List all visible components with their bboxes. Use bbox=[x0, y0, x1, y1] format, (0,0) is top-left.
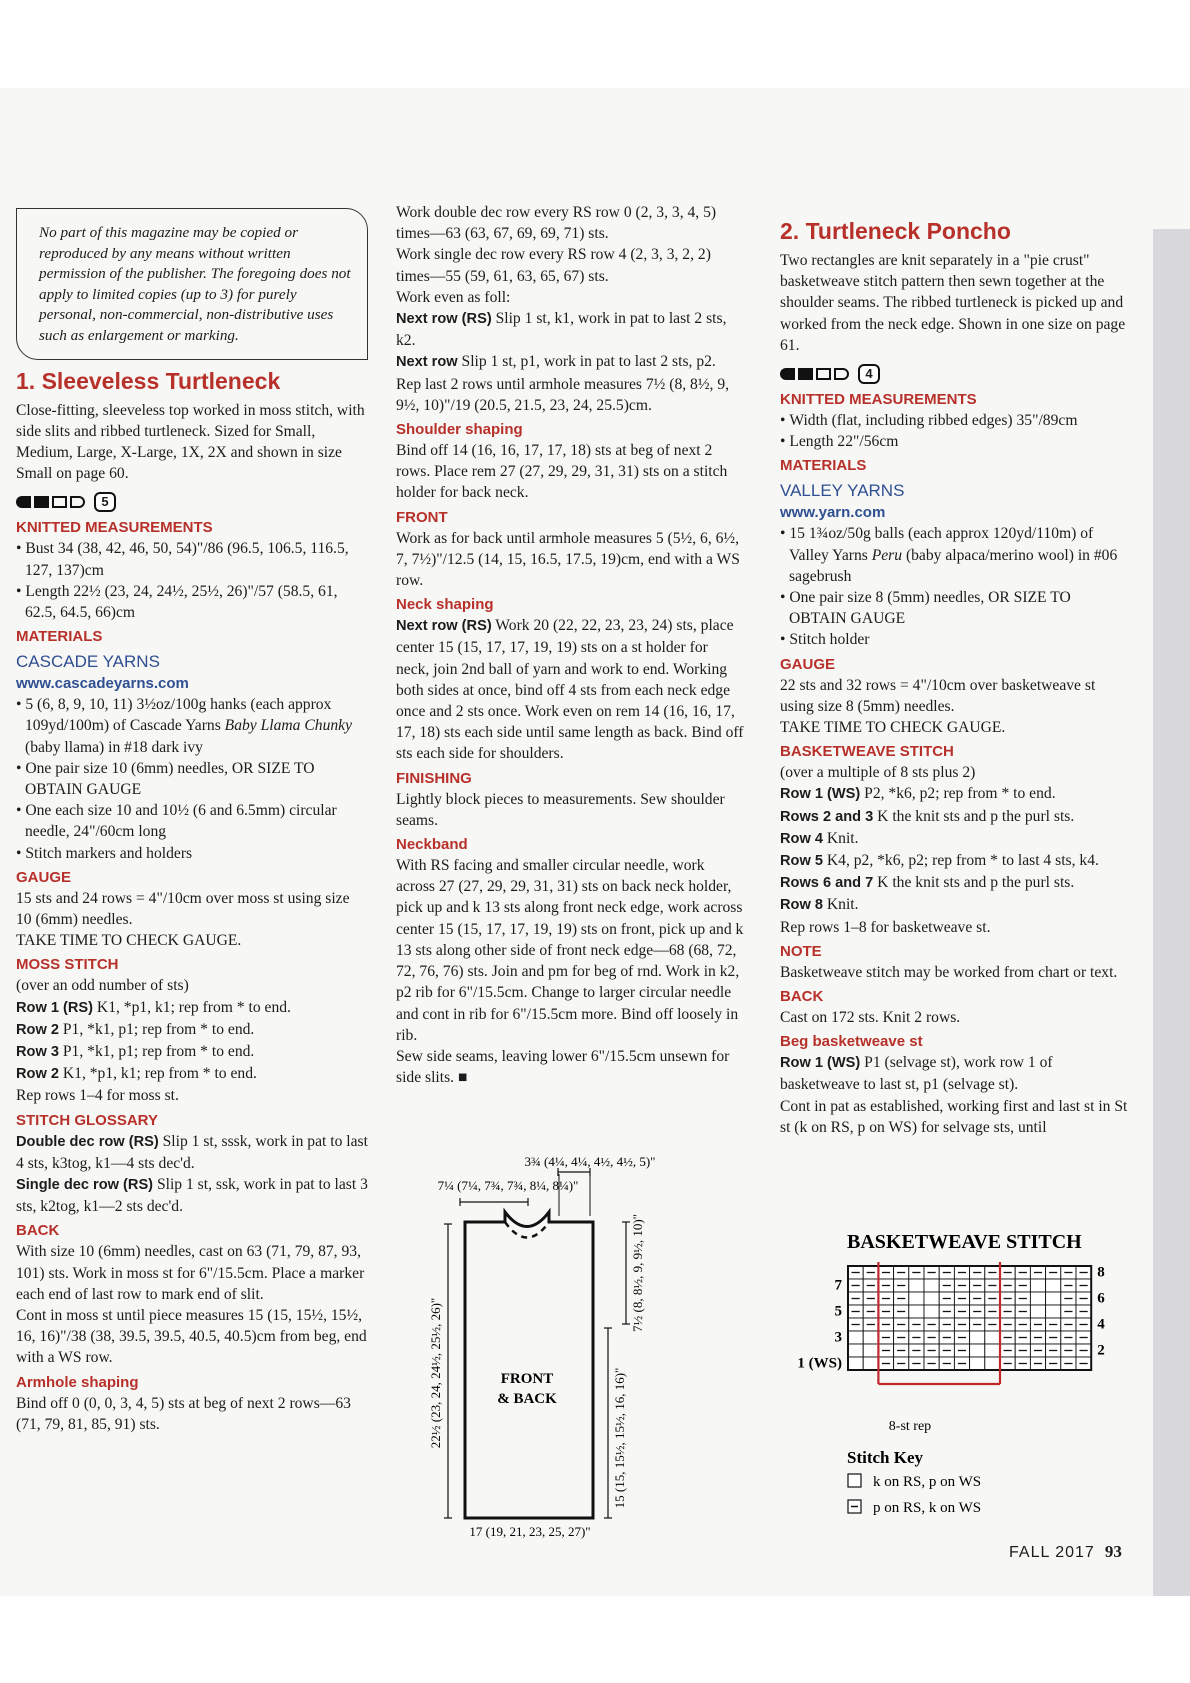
glossary-text: Slip 1 st, ssk, work in pat to last 3 sts, k2tog, k1—2 sts dec'd. bbox=[16, 1176, 368, 1216]
length-label: 22½ (23, 24, 24½, 25½, 26)" bbox=[428, 1297, 443, 1449]
body-text: Work even as foll: bbox=[396, 288, 511, 306]
yarn-name: Peru bbox=[871, 546, 903, 564]
repeat-note: Rep rows 1–8 for basketweave st. bbox=[780, 918, 991, 936]
subsection-heading: Neck shaping bbox=[396, 596, 494, 614]
piece-label-back: & BACK bbox=[497, 1391, 557, 1407]
chart-cell bbox=[924, 1279, 939, 1292]
neck-width-label: 3¾ (4¼, 4¼, 4½, 4½, 5)" bbox=[524, 1154, 656, 1169]
body-text: Lightly block pieces to measurements. Sew shoulder seams. bbox=[396, 790, 725, 829]
chart-cell bbox=[1046, 1305, 1061, 1318]
row-number-left: 1 (WS) bbox=[797, 1355, 842, 1372]
skill-segment-empty bbox=[70, 496, 85, 508]
row-number-right: 8 bbox=[1097, 1264, 1105, 1281]
row-label: Next row (RS) bbox=[396, 618, 492, 635]
chart-cell bbox=[1030, 1279, 1045, 1292]
row-number-left: 5 bbox=[834, 1303, 842, 1320]
body-text: Work as for back until armhole measures 5 (5½, 6, 6½, 7, 7½)"/12.5 (14, 15, 16.5, 17.5, 19)cm, end with a WS row. bbox=[396, 529, 740, 590]
row-text: P1, *k1, p1; rep from * to end. bbox=[58, 1020, 255, 1038]
row-label: Row 1 (WS) bbox=[780, 1055, 861, 1072]
row-instruction bbox=[396, 615, 745, 764]
gauge-check: TAKE TIME TO CHECK GAUGE. bbox=[16, 932, 242, 950]
gauge-check: TAKE TIME TO CHECK GAUGE. bbox=[780, 719, 1006, 737]
chart-cell bbox=[985, 1331, 1000, 1344]
chart-cell bbox=[1030, 1305, 1045, 1318]
row-text: K1, *p1, k1; rep from * to end. bbox=[58, 1065, 257, 1083]
basketweave-chart bbox=[780, 1218, 1120, 1578]
chart-cell bbox=[848, 1344, 863, 1357]
page-edge-strip bbox=[1153, 229, 1190, 1656]
section-heading: STITCH GLOSSARY bbox=[16, 1111, 158, 1129]
row-text: K the knit sts and p the purl sts. bbox=[873, 807, 1075, 825]
chart-cell bbox=[848, 1331, 863, 1344]
row-instruction bbox=[16, 1019, 368, 1041]
skill-segment-filled bbox=[798, 368, 813, 380]
stitch-key-title: Stitch Key bbox=[847, 1448, 924, 1467]
section-heading: MOSS STITCH bbox=[16, 956, 119, 974]
repeat-note: Rep rows 1–4 for moss st. bbox=[16, 1087, 179, 1105]
measurement-item: • Length 22"/56cm bbox=[780, 431, 1130, 452]
row-label: Next row (RS) bbox=[396, 311, 492, 328]
section-heading: FINISHING bbox=[396, 769, 472, 787]
shoulder-width-label: 7¼ (7¼, 7¾, 7¾, 8¼, 8¼)" bbox=[437, 1178, 579, 1193]
skill-level-indicator bbox=[16, 490, 368, 514]
material-text: (baby llama) in #18 dark ivy bbox=[25, 738, 203, 756]
row-text: K4, p2, *k6, p2; rep from * to last 4 sts, k4. bbox=[822, 852, 1099, 870]
row-instruction bbox=[780, 828, 1130, 850]
row-instruction bbox=[780, 806, 1130, 828]
body-text: Cont in pat as established, working first and last st in St st (k on RS, p on WS) for selvage sts, until bbox=[780, 1097, 1128, 1136]
material-item: • One pair size 10 (6mm) needles, OR SIZE TO OBTAIN GAUGE bbox=[16, 758, 368, 800]
pattern-2-title: 2. Turtleneck Poncho bbox=[780, 218, 1011, 244]
gauge-text: 15 sts and 24 rows = 4"/10cm over moss st using size 10 (6mm) needles. bbox=[16, 889, 350, 929]
row-text: Knit. bbox=[822, 829, 859, 847]
section-heading: KNITTED MEASUREMENTS bbox=[16, 519, 213, 537]
yarn-url: www.yarn.com bbox=[780, 504, 886, 522]
chart-cell bbox=[924, 1292, 939, 1305]
body-text: With size 10 (6mm) needles, cast on 63 (71, 79, 87, 93, 101) sts. Work in moss st for 6"/15.5cm. Place a marker each end of last row to mark end of slit. bbox=[16, 1243, 365, 1303]
schematic-diagram bbox=[430, 1148, 700, 1538]
subsection-heading: Shoulder shaping bbox=[396, 421, 523, 439]
glossary-item bbox=[16, 1174, 368, 1217]
stitch-note: (over an odd number of sts) bbox=[16, 977, 189, 995]
subsection-heading: Beg basketweave st bbox=[780, 1033, 923, 1051]
chart-cell bbox=[1030, 1292, 1045, 1305]
row-number-left: 3 bbox=[834, 1329, 842, 1346]
chart-cell bbox=[863, 1357, 878, 1370]
measurement-item: • Bust 34 (38, 42, 46, 50, 54)"/86 (96.5, 106.5, 116.5, 127, 137)cm bbox=[16, 538, 368, 580]
body-text: With RS facing and smaller circular needle, work across 27 (27, 29, 29, 31, 31) sts on back neck holder, pick up and k 13 sts along front neck edge, work across center 15 (15, 17, 17, 19, 19) sts on front, pick up and k 13 sts along other side of front neck edge—68 (68, 72, 72, 76, 76) sts. Join and pm for beg of rnd. Work in k2, p2 rib for 6"/15.5cm. Change to larger circular needle and cont in rib for 6"/15.5cm more. Bind off loosely in rib. bbox=[396, 857, 744, 1044]
row-label: Row 3 bbox=[16, 1044, 59, 1061]
body-text: Work single dec row every RS row 4 (2, 3, 3, 2, 2) times—55 (59, 61, 63, 65, 67) sts. bbox=[396, 246, 711, 285]
row-instruction bbox=[16, 1041, 368, 1063]
chart-title: BASKETWEAVE STITCH bbox=[847, 1231, 1082, 1253]
chart-cell bbox=[970, 1344, 985, 1357]
repeat-label: 8-st rep bbox=[888, 1419, 932, 1434]
section-heading: BACK bbox=[16, 1222, 60, 1240]
magazine-page bbox=[0, 88, 1190, 1596]
skill-segment-filled bbox=[16, 496, 31, 508]
row-number-right: 4 bbox=[1097, 1316, 1105, 1333]
row-label: Row 4 bbox=[780, 830, 823, 847]
skill-level-badge: 5 bbox=[94, 492, 116, 512]
row-instruction bbox=[780, 783, 1130, 805]
body-text: Work double dec row every RS row 0 (2, 3, 3, 4, 5) times—63 (63, 67, 69, 69, 71) sts. bbox=[396, 204, 717, 243]
measurement-item: • Length 22½ (23, 24, 24½, 25½, 26)"/57 (58.5, 61, 62.5, 64.5, 66)cm bbox=[16, 581, 368, 623]
row-text: P1, *k1, p1; rep from * to end. bbox=[58, 1043, 255, 1061]
gauge-text: 22 sts and 32 rows = 4"/10cm over basketweave st using size 8 (5mm) needles. bbox=[780, 676, 1096, 715]
piece-label-front: FRONT bbox=[500, 1371, 554, 1387]
column-1 bbox=[16, 208, 368, 1435]
chart-cell bbox=[1046, 1292, 1061, 1305]
chart-cell bbox=[970, 1331, 985, 1344]
garment-outline bbox=[465, 1212, 593, 1518]
chart-cell bbox=[909, 1279, 924, 1292]
row-label: Row 8 bbox=[780, 897, 823, 914]
pattern-2-intro: Two rectangles are knit separately in a "pie crust" basketweave stitch pattern then sewn together at the shoulder seams. The ribbed turtleneck is picked up and worked from the neck edge. Shown in one size on page 61. bbox=[780, 252, 1126, 354]
copyright-notice: No part of this magazine may be copied or reproduced by any means without written permission of the publisher. The foregoing does not apply to limited copies (up to 3) for purely personal, non-commercial, non-distributive uses such as enlargement or marking. bbox=[16, 208, 368, 360]
pattern-1-intro: Close-fitting, sleeveless top worked in moss stitch, with side slits and ribbed turtleneck. Sized for Small, Medium, Large, X-Large, 1X, 2X and shown in size Small on page 60. bbox=[16, 401, 365, 483]
stitch-note: (over a multiple of 8 sts plus 2) bbox=[780, 764, 976, 782]
chart-cell bbox=[863, 1344, 878, 1357]
row-instruction bbox=[780, 850, 1130, 872]
body-text: Sew side seams, leaving lower 6"/15.5cm unsewn for side slits. ■ bbox=[396, 1047, 730, 1087]
chart-cell bbox=[848, 1357, 863, 1370]
yarn-url: www.cascadeyarns.com bbox=[16, 675, 189, 693]
material-item: • One pair size 8 (5mm) needles, OR SIZE TO OBTAIN GAUGE bbox=[780, 587, 1130, 629]
issue-label: FALL 2017 bbox=[1009, 1544, 1095, 1561]
row-label: Row 2 bbox=[16, 1021, 59, 1038]
key-label-1: k on RS, p on WS bbox=[873, 1474, 982, 1490]
body-text: Cast on 172 sts. Knit 2 rows. bbox=[780, 1009, 961, 1027]
skill-segment-empty bbox=[816, 368, 831, 380]
row-instruction bbox=[16, 1063, 368, 1085]
body-text: Cont in moss st until piece measures 15 (15, 15½, 15½, 16, 16)"/38 (38, 39.5, 39.5, 40.5, 40.5)cm from beg, end with a WS row. bbox=[16, 1307, 367, 1367]
section-heading: MATERIALS bbox=[780, 457, 867, 475]
measurement-item: • Width (flat, including ribbed edges) 35"/89cm bbox=[780, 410, 1130, 431]
row-text: Slip 1 st, p1, work in pat to last 2 sts, p2. bbox=[457, 353, 716, 371]
section-heading: NOTE bbox=[780, 942, 822, 960]
yarn-brand: VALLEY YARNS bbox=[780, 481, 905, 501]
section-heading: GAUGE bbox=[16, 868, 72, 886]
row-text: Slip 1 st, k1, work in pat to last 2 sts, k2. bbox=[396, 310, 727, 350]
row-label: Row 2 bbox=[16, 1066, 59, 1083]
material-item: • Stitch holder bbox=[780, 629, 1130, 650]
row-label: Row 5 bbox=[780, 853, 823, 870]
chart-cell bbox=[909, 1292, 924, 1305]
material-text: 5 (6, 8, 9, 10, 11) 3½oz/100g hanks (each approx 109yd/100m) of Cascade Yarns bbox=[25, 696, 332, 735]
skill-segment-filled bbox=[34, 496, 49, 508]
row-instruction bbox=[780, 1052, 1130, 1095]
body-text: Bind off 14 (16, 16, 17, 17, 18) sts at beg of next 2 rows. Place rem 27 (27, 29, 29, 31, 31) sts on a stitch holder for back neck. bbox=[396, 442, 728, 502]
material-text: (baby alpaca/merino wool) in #06 sagebrush bbox=[789, 546, 1118, 585]
column-2 bbox=[396, 202, 745, 1088]
row-text: K1, *p1, k1; rep from * to end. bbox=[93, 998, 291, 1016]
section-heading: MATERIALS bbox=[16, 628, 103, 646]
chart-cell bbox=[985, 1344, 1000, 1357]
bottom-margin bbox=[0, 1596, 1190, 1683]
column-3 bbox=[780, 210, 1130, 1138]
skill-level-badge: 4 bbox=[858, 364, 880, 384]
section-heading: GAUGE bbox=[780, 655, 836, 673]
material-text: 15 1¾oz/50g balls (each approx 120yd/110m) of Valley Yarns bbox=[789, 525, 1094, 564]
width-label: 17 (19, 21, 23, 25, 27)" bbox=[469, 1524, 591, 1539]
side-length-label: 15 (15, 15½, 15½, 16, 16)" bbox=[612, 1367, 627, 1509]
material-item: • One each size 10 and 10½ (6 and 6.5mm) circular needle, 24"/60cm long bbox=[16, 800, 368, 842]
chart-cell bbox=[909, 1305, 924, 1318]
armhole-depth-label: 7½ (8, 8½, 9, 9½, 10)" bbox=[630, 1214, 645, 1332]
key-symbol-blank bbox=[848, 1474, 861, 1487]
row-instruction bbox=[780, 872, 1130, 894]
pattern-1-title: 1. Sleeveless Turtleneck bbox=[16, 367, 281, 394]
yarn-brand: CASCADE YARNS bbox=[16, 652, 160, 672]
row-instruction bbox=[780, 894, 1130, 916]
row-label: Rows 6 and 7 bbox=[780, 875, 874, 892]
skill-segment-empty bbox=[834, 368, 849, 380]
glossary-term: Single dec row (RS) bbox=[16, 1177, 154, 1194]
subsection-heading: Armhole shaping bbox=[16, 1373, 139, 1391]
front-neck-dashed bbox=[505, 1222, 549, 1238]
glossary-term: Double dec row (RS) bbox=[16, 1133, 159, 1150]
chart-cell bbox=[863, 1331, 878, 1344]
row-label: Row 1 (RS) bbox=[16, 999, 94, 1016]
chart-cell bbox=[1046, 1279, 1061, 1292]
chart-cell bbox=[970, 1357, 985, 1370]
skill-level-indicator bbox=[780, 362, 1130, 386]
row-number-right: 6 bbox=[1097, 1290, 1105, 1307]
top-margin bbox=[0, 0, 1190, 88]
section-heading: BASKETWEAVE STITCH bbox=[780, 743, 954, 761]
chart-cell bbox=[985, 1357, 1000, 1370]
material-item: • Stitch markers and holders bbox=[16, 843, 368, 864]
glossary-text: Slip 1 st, sssk, work in pat to last 4 sts, k3tog, k1—4 sts dec'd. bbox=[16, 1132, 368, 1172]
yarn-name: Baby Llama Chunky bbox=[224, 717, 353, 735]
row-instruction bbox=[16, 997, 368, 1019]
row-text: Knit. bbox=[822, 896, 859, 914]
row-number-left: 7 bbox=[834, 1277, 842, 1294]
body-text: Bind off 0 (0, 0, 3, 4, 5) sts at beg of next 2 rows—63 (71, 79, 81, 85, 91) sts. bbox=[16, 1394, 351, 1433]
chart-cell bbox=[924, 1305, 939, 1318]
row-text: P1 (selvage st), work row 1 of basketweave to last st, p1 (selvage st). bbox=[780, 1054, 1053, 1094]
material-item bbox=[16, 694, 368, 758]
row-text: Work 20 (22, 22, 23, 23, 24) sts, place center 15 (15, 17, 17, 19, 19) sts on a st holder for neck, join 2nd ball of yarn and work to end. Working both sides at once, bind off 4 sts from each neck edge once and 2 sts once. Work even on rem 14 (16, 16, 17, 17, 18) sts each side until same length as back. Bind off sts each side for shoulders. bbox=[396, 617, 744, 763]
key-label-2: p on RS, k on WS bbox=[873, 1500, 982, 1516]
page-number: 93 bbox=[1104, 1542, 1122, 1561]
subsection-heading: Neckband bbox=[396, 836, 468, 854]
row-label: Next row bbox=[396, 354, 458, 371]
row-text: K the knit sts and p the purl sts. bbox=[873, 874, 1075, 892]
row-text: P2, *k6, p2; rep from * to end. bbox=[860, 785, 1056, 803]
body-text: Basketweave stitch may be worked from chart or text. bbox=[780, 963, 1118, 981]
row-label: Rows 2 and 3 bbox=[780, 808, 874, 825]
skill-segment-filled bbox=[780, 368, 795, 380]
glossary-item bbox=[16, 1131, 368, 1174]
material-item bbox=[780, 523, 1130, 587]
skill-segment-empty bbox=[52, 496, 67, 508]
row-number-right: 2 bbox=[1097, 1342, 1105, 1359]
section-heading: BACK bbox=[780, 988, 824, 1006]
section-heading: FRONT bbox=[396, 508, 448, 526]
body-text: Rep last 2 rows until armhole measures 7½ (8, 8½, 9, 9½, 10)"/19 (20.5, 21.5, 23, 24, 25.5)cm. bbox=[396, 375, 730, 414]
section-heading: KNITTED MEASUREMENTS bbox=[780, 391, 977, 409]
row-instruction bbox=[396, 308, 745, 351]
row-instruction bbox=[396, 351, 745, 373]
row-label: Row 1 (WS) bbox=[780, 786, 861, 803]
page-footer bbox=[1009, 1542, 1122, 1562]
